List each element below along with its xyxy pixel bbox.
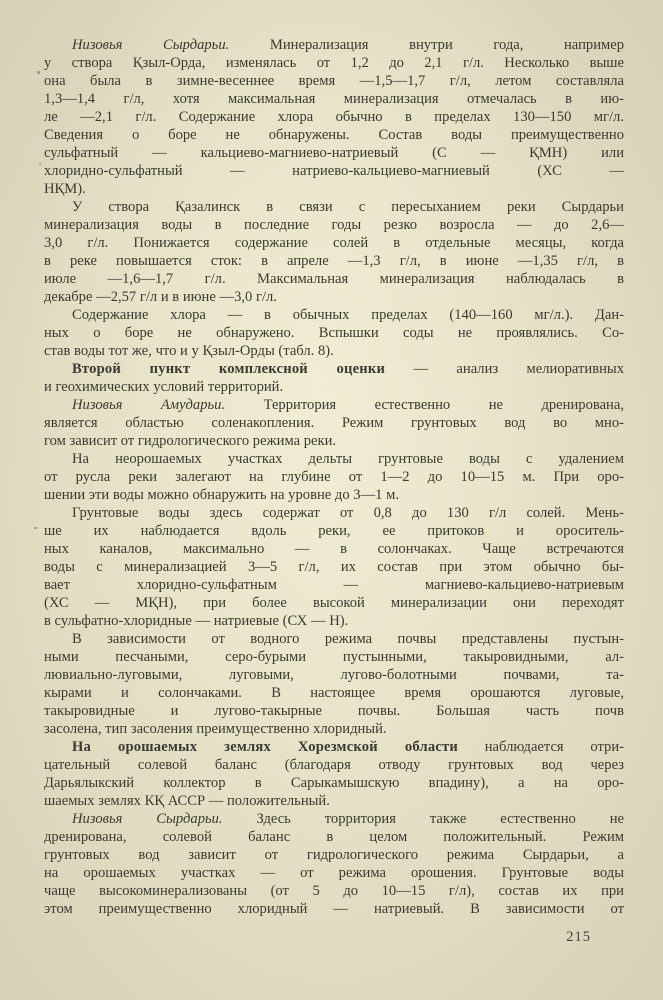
body-text: дренирована, солевой баланс в целом положительный. Режим xyxy=(44,829,624,845)
text-line xyxy=(44,774,624,792)
body-text: наблюдается отри- xyxy=(458,739,624,755)
body-text: засолена, тип засоления преимущественно хлоридный. xyxy=(44,721,387,737)
body-text: минерализация воды в последние годы резко возросла — до 2,6— xyxy=(44,217,624,233)
text-line xyxy=(44,522,624,540)
text-line xyxy=(44,360,624,378)
italic-text: Низовья Сырдарьи. xyxy=(72,37,230,53)
body-text: Территория естественно не дренирована, xyxy=(225,397,624,413)
text-line xyxy=(44,324,624,342)
text-line xyxy=(44,900,624,918)
text-line xyxy=(44,486,624,504)
text-line xyxy=(44,828,624,846)
text-line xyxy=(44,810,624,828)
text-line xyxy=(44,414,624,432)
text-line xyxy=(44,396,624,414)
text-line xyxy=(44,846,624,864)
text-line xyxy=(44,684,624,702)
body-text: грунтовых вод зависит от гидрологического режима Сырдарьи, а xyxy=(44,847,624,863)
bold-text: На орошаемых землях Хорезмской области xyxy=(72,739,458,755)
text-line xyxy=(44,450,624,468)
body-text: у створа Қзыл-Орда, изменялась от 1,2 до 2,1 г/л. Несколько выше xyxy=(44,55,624,71)
body-text: став воды тот же, что и у Қзыл-Орды (табл. 8). xyxy=(44,343,334,359)
body-text: гом зависит от гидрологического режима реки. xyxy=(44,433,337,449)
scan-speck xyxy=(34,527,37,529)
body-text: 1,3—1,4 г/л, хотя максимальная минерализация отмечалась в ию- xyxy=(44,91,624,107)
body-text: ше их наблюдается вдоль реки, ее притоков и ороситель- xyxy=(44,523,624,539)
body-text: Сведения о боре не обнаружены. Состав воды преимущественно xyxy=(44,127,624,143)
body-text: Грунтовые воды здесь содержат от 0,8 до 130 г/л солей. Мень- xyxy=(72,505,624,521)
text-line xyxy=(44,864,624,882)
body-text: ных о боре не обнаружено. Вспышки соды не проявлялись. Со- xyxy=(44,325,624,341)
text-line xyxy=(44,576,624,594)
text-line xyxy=(44,126,624,144)
text-line xyxy=(44,378,624,396)
body-text: от русла реки залегают на глубине от 1—2 до 10—15 м. При оро- xyxy=(44,469,624,485)
body-text: Дарьялыкский коллектор в Сарыкамышскую впадину), а на оро- xyxy=(44,775,624,791)
text-line xyxy=(44,234,624,252)
text-line xyxy=(44,108,624,126)
body-text: вает хлоридно-сульфатным — магниево-кальциево-натриевым xyxy=(44,577,624,593)
text-line xyxy=(44,288,624,306)
text-line xyxy=(44,540,624,558)
text-line xyxy=(44,756,624,774)
text-line xyxy=(44,306,624,324)
body-text: НҚМ). xyxy=(44,181,86,197)
text-line xyxy=(44,594,624,612)
body-text: лювиально-луговыми, луговыми, лугово-болотными почвами, та- xyxy=(44,667,624,683)
body-text: она была в зимне-весеннее время —1,5—1,7 г/л, летом составляла xyxy=(44,73,624,89)
body-text: кырами и солончаками. В настоящее время орошаются луговые, xyxy=(44,685,624,701)
italic-text: Низовья Амударьи. xyxy=(72,397,226,413)
text-line xyxy=(44,738,624,756)
body-text: июле —1,6—1,7 г/л. Максимальная минерализация наблюдалась в xyxy=(44,271,624,287)
text-line xyxy=(44,72,624,90)
text-line xyxy=(44,252,624,270)
body-text: цательный солевой баланс (благодаря отводу грунтовых вод через xyxy=(44,757,624,773)
text-line xyxy=(44,270,624,288)
body-text: этом преимущественно хлоридный — натриевый. В зависимости от xyxy=(44,901,624,917)
body-text: хлоридно-сульфатный — натриево-кальциево-магниевый (ХС — xyxy=(44,163,624,179)
scan-speck xyxy=(39,163,41,165)
body-text: ных каналов, максимально — в солончаках. Чаще встречаются xyxy=(44,541,624,557)
body-text: воды с минерализацией 3—5 г/л, их состав при этом обычно бы- xyxy=(44,559,624,575)
body-text: 3,0 г/л. Понижается содержание солей в отдельные месяцы, когда xyxy=(44,235,624,251)
text-line xyxy=(44,792,624,810)
body-text: сульфатный — кальциево-магниево-натриевый (С — ҚМН) или xyxy=(44,145,624,161)
text-line xyxy=(44,144,624,162)
body-text: в сульфатно-хлоридные — натриевые (СХ — Н). xyxy=(44,613,349,629)
body-text: шаемых землях КҚ АССР — положительный. xyxy=(44,793,330,809)
body-text: На неорошаемых участках дельты грунтовые воды с удалением xyxy=(72,451,624,467)
text-line xyxy=(44,666,624,684)
text-line xyxy=(44,612,624,630)
text-line xyxy=(44,648,624,666)
text-line xyxy=(44,432,624,450)
body-text: в реке повышается сток: в апреле —1,3 г/л, в июне —1,35 г/л, в xyxy=(44,253,624,269)
body-text: ными песчаными, серо-бурыми пустынными, такыровидными, ал- xyxy=(44,649,624,665)
text-line xyxy=(44,162,624,180)
page-text xyxy=(44,36,624,918)
body-text: В зависимости от водного режима почвы представлены пустын- xyxy=(72,631,624,647)
italic-text: Низовья Сырдарьи. xyxy=(72,811,223,827)
body-text: Содержание хлора — в обычных пределах (140—160 мг/л.). Дан- xyxy=(72,307,624,323)
body-text: шении эти воды можно обнаружить на уровне до 3—1 м. xyxy=(44,487,399,503)
text-line xyxy=(44,90,624,108)
text-line xyxy=(44,720,624,738)
body-text: декабре —2,57 г/л и в июне —3,0 г/л. xyxy=(44,289,277,305)
body-text: является областью соленакопления. Режим грунтовых вод во мно- xyxy=(44,415,624,431)
body-text: и геохимических условий территорий. xyxy=(44,379,284,395)
text-line xyxy=(44,180,624,198)
bold-text: Второй пункт комплексной оценки xyxy=(72,361,386,377)
text-line xyxy=(44,342,624,360)
scan-speck xyxy=(37,71,40,74)
page-number: 215 xyxy=(566,929,591,945)
text-line xyxy=(44,36,624,54)
text-line xyxy=(44,630,624,648)
text-line xyxy=(44,882,624,900)
text-line xyxy=(44,702,624,720)
body-text: такыровидные и лугово-такырные почвы. Большая часть почв xyxy=(44,703,624,719)
text-line xyxy=(44,558,624,576)
body-text: (ХС — МҚН), при более высокой минерализации они переходят xyxy=(44,595,624,611)
body-text: ле —2,1 г/л. Содержание хлора обычно в пределах 130—150 мг/л. xyxy=(44,109,624,125)
text-line xyxy=(44,504,624,522)
text-line xyxy=(44,468,624,486)
body-text: Минерализация внутри года, например xyxy=(229,37,625,53)
text-line xyxy=(44,54,624,72)
body-text: чаще высокоминерализованы (от 5 до 10—15 г/л), состав их при xyxy=(44,883,624,899)
text-line xyxy=(44,216,624,234)
body-text: — анализ мелиоративных xyxy=(385,361,624,377)
body-text: У створа Қазалинск в связи с пересыханием реки Сырдарьи xyxy=(72,199,624,215)
body-text: на орошаемых участках — от режима орошения. Грунтовые воды xyxy=(44,865,624,881)
body-text: Здесь торритория также естественно не xyxy=(222,811,625,827)
text-line xyxy=(44,198,624,216)
